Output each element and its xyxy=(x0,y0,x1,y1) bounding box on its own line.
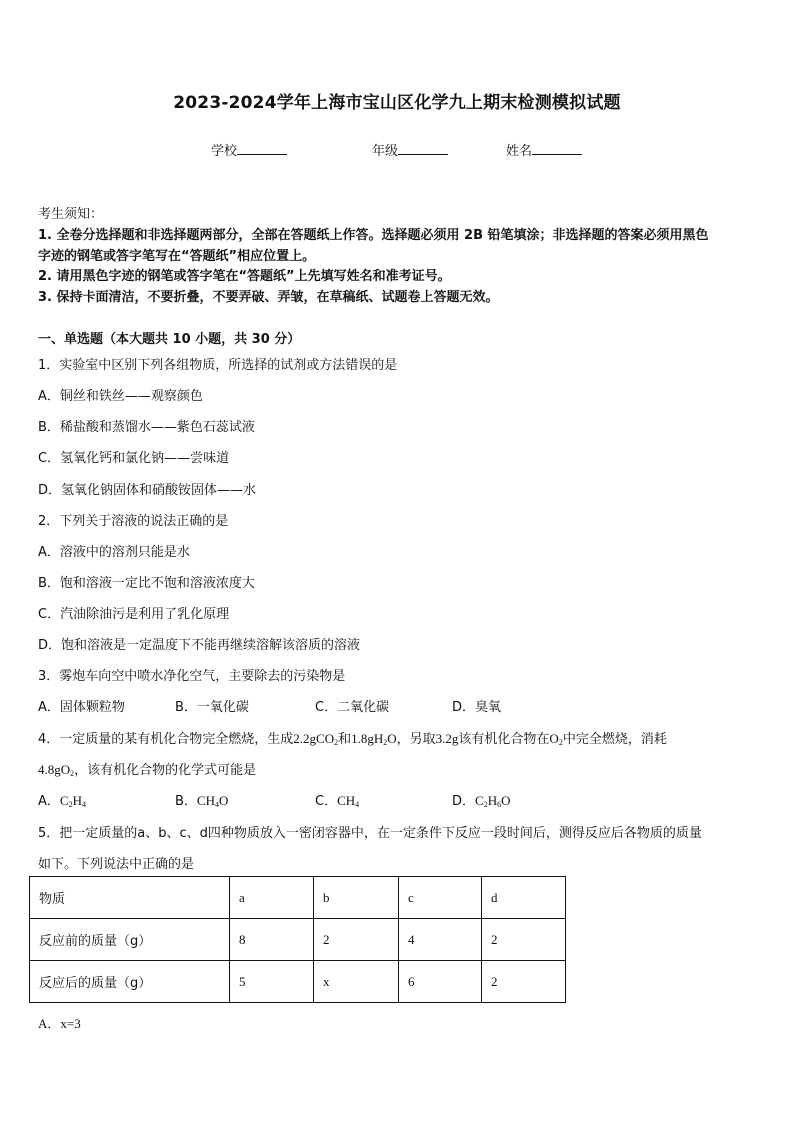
q4-mass-3: 3.2g xyxy=(435,731,459,746)
q4-stem-c: 该有机化合物在 xyxy=(458,732,550,747)
table-row xyxy=(30,919,566,961)
grade-field xyxy=(372,140,448,159)
q4-stem-line-2 xyxy=(38,759,256,778)
q4-option-c-label: C． xyxy=(315,794,338,809)
grade-blank xyxy=(398,142,448,155)
q1-stem: 1．实验室中区别下列各组物质，所选择的试剂或方法错误的是 xyxy=(38,358,398,373)
q4-and: 和 xyxy=(338,732,352,747)
q4-h2o-h: H xyxy=(373,731,384,746)
school-label: 学校 xyxy=(211,144,238,159)
q4-a-h-sub: 4 xyxy=(81,800,86,809)
q4-d-h-sub: 6 xyxy=(497,800,502,809)
table-cell: 2 xyxy=(482,961,566,1003)
grade-label: 年级 xyxy=(372,144,399,159)
q4-option-d-label: D． xyxy=(452,794,476,809)
q4-option-d xyxy=(452,790,510,809)
q5-stem-line-1: 5．把一定质量的a、b、c、d四种物质放入一密闭容器中，在一定条件下反应一段时间后，测得反应后各物质的质量 xyxy=(38,826,702,841)
q4-d-tail: O xyxy=(501,793,511,808)
notice-item-1-line-2: 字迹的钢笔或答字笔写在“答题纸”相应位置上。 xyxy=(38,249,316,264)
table-cell: 4 xyxy=(399,919,482,961)
q1-option-d: D．氢氧化钠固体和硝酸铵固体——水 xyxy=(38,483,257,498)
q4-b-tail: O xyxy=(218,793,229,808)
q4-mass-1: 2.2g xyxy=(293,731,317,746)
q4-c-formula: CH xyxy=(337,793,356,808)
q4-mass-2: 1.8g xyxy=(351,731,374,746)
table-cell: 6 xyxy=(399,961,482,1003)
notice-item-3: 3. 保持卡面清洁，不要折叠，不要弄破、弄皱，在草稿纸、试题卷上答题无效。 xyxy=(38,290,499,305)
school-field xyxy=(211,140,287,159)
q2-option-c: C．汽油除油污是利用了乳化原理 xyxy=(38,607,230,622)
table-cell: 反应前的质量（g） xyxy=(30,919,230,961)
name-field xyxy=(506,140,582,159)
q2-option-b: B．饱和溶液一定比不饱和溶液浓度大 xyxy=(38,576,255,591)
q3-option-b: B．一氧化碳 xyxy=(175,700,249,715)
notice-item-1-line-1: 1. 全卷分选择题和非选择题两部分，全部在答题纸上作答。选择题必须用 2B 铅笔填涂；非选择题的答案必须用黑色 xyxy=(38,228,709,243)
q4-d-c: C xyxy=(475,793,484,808)
table-header-cell: 物质 xyxy=(30,877,230,919)
q2-stem: 2．下列关于溶液的说法正确的是 xyxy=(38,514,229,529)
school-blank xyxy=(237,142,287,155)
q4-a-h: H xyxy=(72,793,82,808)
q5-stem-line-2: 如下。下列说法中正确的是 xyxy=(38,857,195,872)
q4-d-c-sub: 2 xyxy=(483,800,488,809)
q4-option-a xyxy=(38,790,86,809)
q4-b-formula: CH xyxy=(196,793,215,808)
q4-stem-d: 中完全燃烧，消耗 xyxy=(562,732,667,747)
q4-line2-rest: ，该有机化合物的化学式可能是 xyxy=(74,763,257,778)
q4-b-sub: 4 xyxy=(214,800,219,809)
notice-item-2: 2. 请用黑色字迹的钢笔或答字笔在“答题纸”上先填写姓名和准考证号。 xyxy=(38,269,451,284)
section-heading: 一、单选题（本大题共 10 小题，共 30 分） xyxy=(38,332,301,347)
q1-option-b: B．稀盐酸和蒸馏水——紫色石蕊试液 xyxy=(38,420,255,435)
page-title: 2023-2024学年上海市宝山区化学九上期末检测模拟试题 xyxy=(173,93,621,113)
table-header-cell: a xyxy=(230,877,314,919)
q4-co2: CO xyxy=(316,731,335,746)
notice-heading: 考生须知： xyxy=(38,207,104,222)
q4-h2o-sub: 2 xyxy=(383,738,388,747)
q4-a-c-sub: 2 xyxy=(68,800,73,809)
table-row xyxy=(30,961,566,1003)
q4-c-sub: 4 xyxy=(355,800,360,809)
name-label: 姓名 xyxy=(506,144,533,159)
q4-a-c: C xyxy=(59,793,69,808)
q4-line2-mass: 4.8g xyxy=(38,762,61,777)
q4-d-h: H xyxy=(487,793,498,808)
q4-co2-sub: 2 xyxy=(334,738,339,747)
table-cell: 2 xyxy=(482,919,566,961)
table-header-cell: d xyxy=(482,877,566,919)
table-cell: x xyxy=(314,961,399,1003)
q2-option-d: D．饱和溶液是一定温度下不能再继续溶解该溶质的溶液 xyxy=(38,638,361,653)
table-cell: 5 xyxy=(230,961,314,1003)
q4-option-b-label: B． xyxy=(175,794,197,809)
q4-o2-sub: 2 xyxy=(558,738,563,747)
q4-stem-a: 4．一定质量的某有机化合物完全燃烧，生成 xyxy=(38,732,294,747)
table-header-cell: b xyxy=(314,877,399,919)
q4-option-a-label: A． xyxy=(38,794,60,809)
mass-table xyxy=(29,876,566,1003)
q3-option-c: C．二氧化碳 xyxy=(315,700,390,715)
q4-o2: O xyxy=(549,731,559,746)
q1-option-a: A．铜丝和铁丝——观察颜色 xyxy=(38,389,203,404)
q4-line2-o2-sub: 2 xyxy=(70,769,75,778)
table-cell: 2 xyxy=(314,919,399,961)
q5-option-a: A．x=3 xyxy=(38,1016,81,1031)
q4-h2o-o: O xyxy=(387,731,397,746)
table-header-row xyxy=(30,877,566,919)
q4-option-b xyxy=(175,790,228,809)
name-blank xyxy=(532,142,582,155)
table-header-cell: c xyxy=(399,877,482,919)
q3-stem: 3．雾炮车向空中喷水净化空气，主要除去的污染物是 xyxy=(38,669,346,684)
q4-stem-line-1 xyxy=(38,728,667,747)
table-cell: 8 xyxy=(230,919,314,961)
q4-option-c xyxy=(315,790,359,809)
q2-option-a: A．溶液中的溶剂只能是水 xyxy=(38,545,190,560)
q3-option-d: D．臭氧 xyxy=(452,700,502,715)
q4-stem-b: ，另取 xyxy=(396,732,436,747)
q4-line2-o2: O xyxy=(60,762,71,777)
q3-option-a: A．固体颗粒物 xyxy=(38,700,125,715)
table-cell: 反应后的质量（g） xyxy=(30,961,230,1003)
q1-option-c: C．氢氧化钙和氯化钠——尝味道 xyxy=(38,451,230,466)
